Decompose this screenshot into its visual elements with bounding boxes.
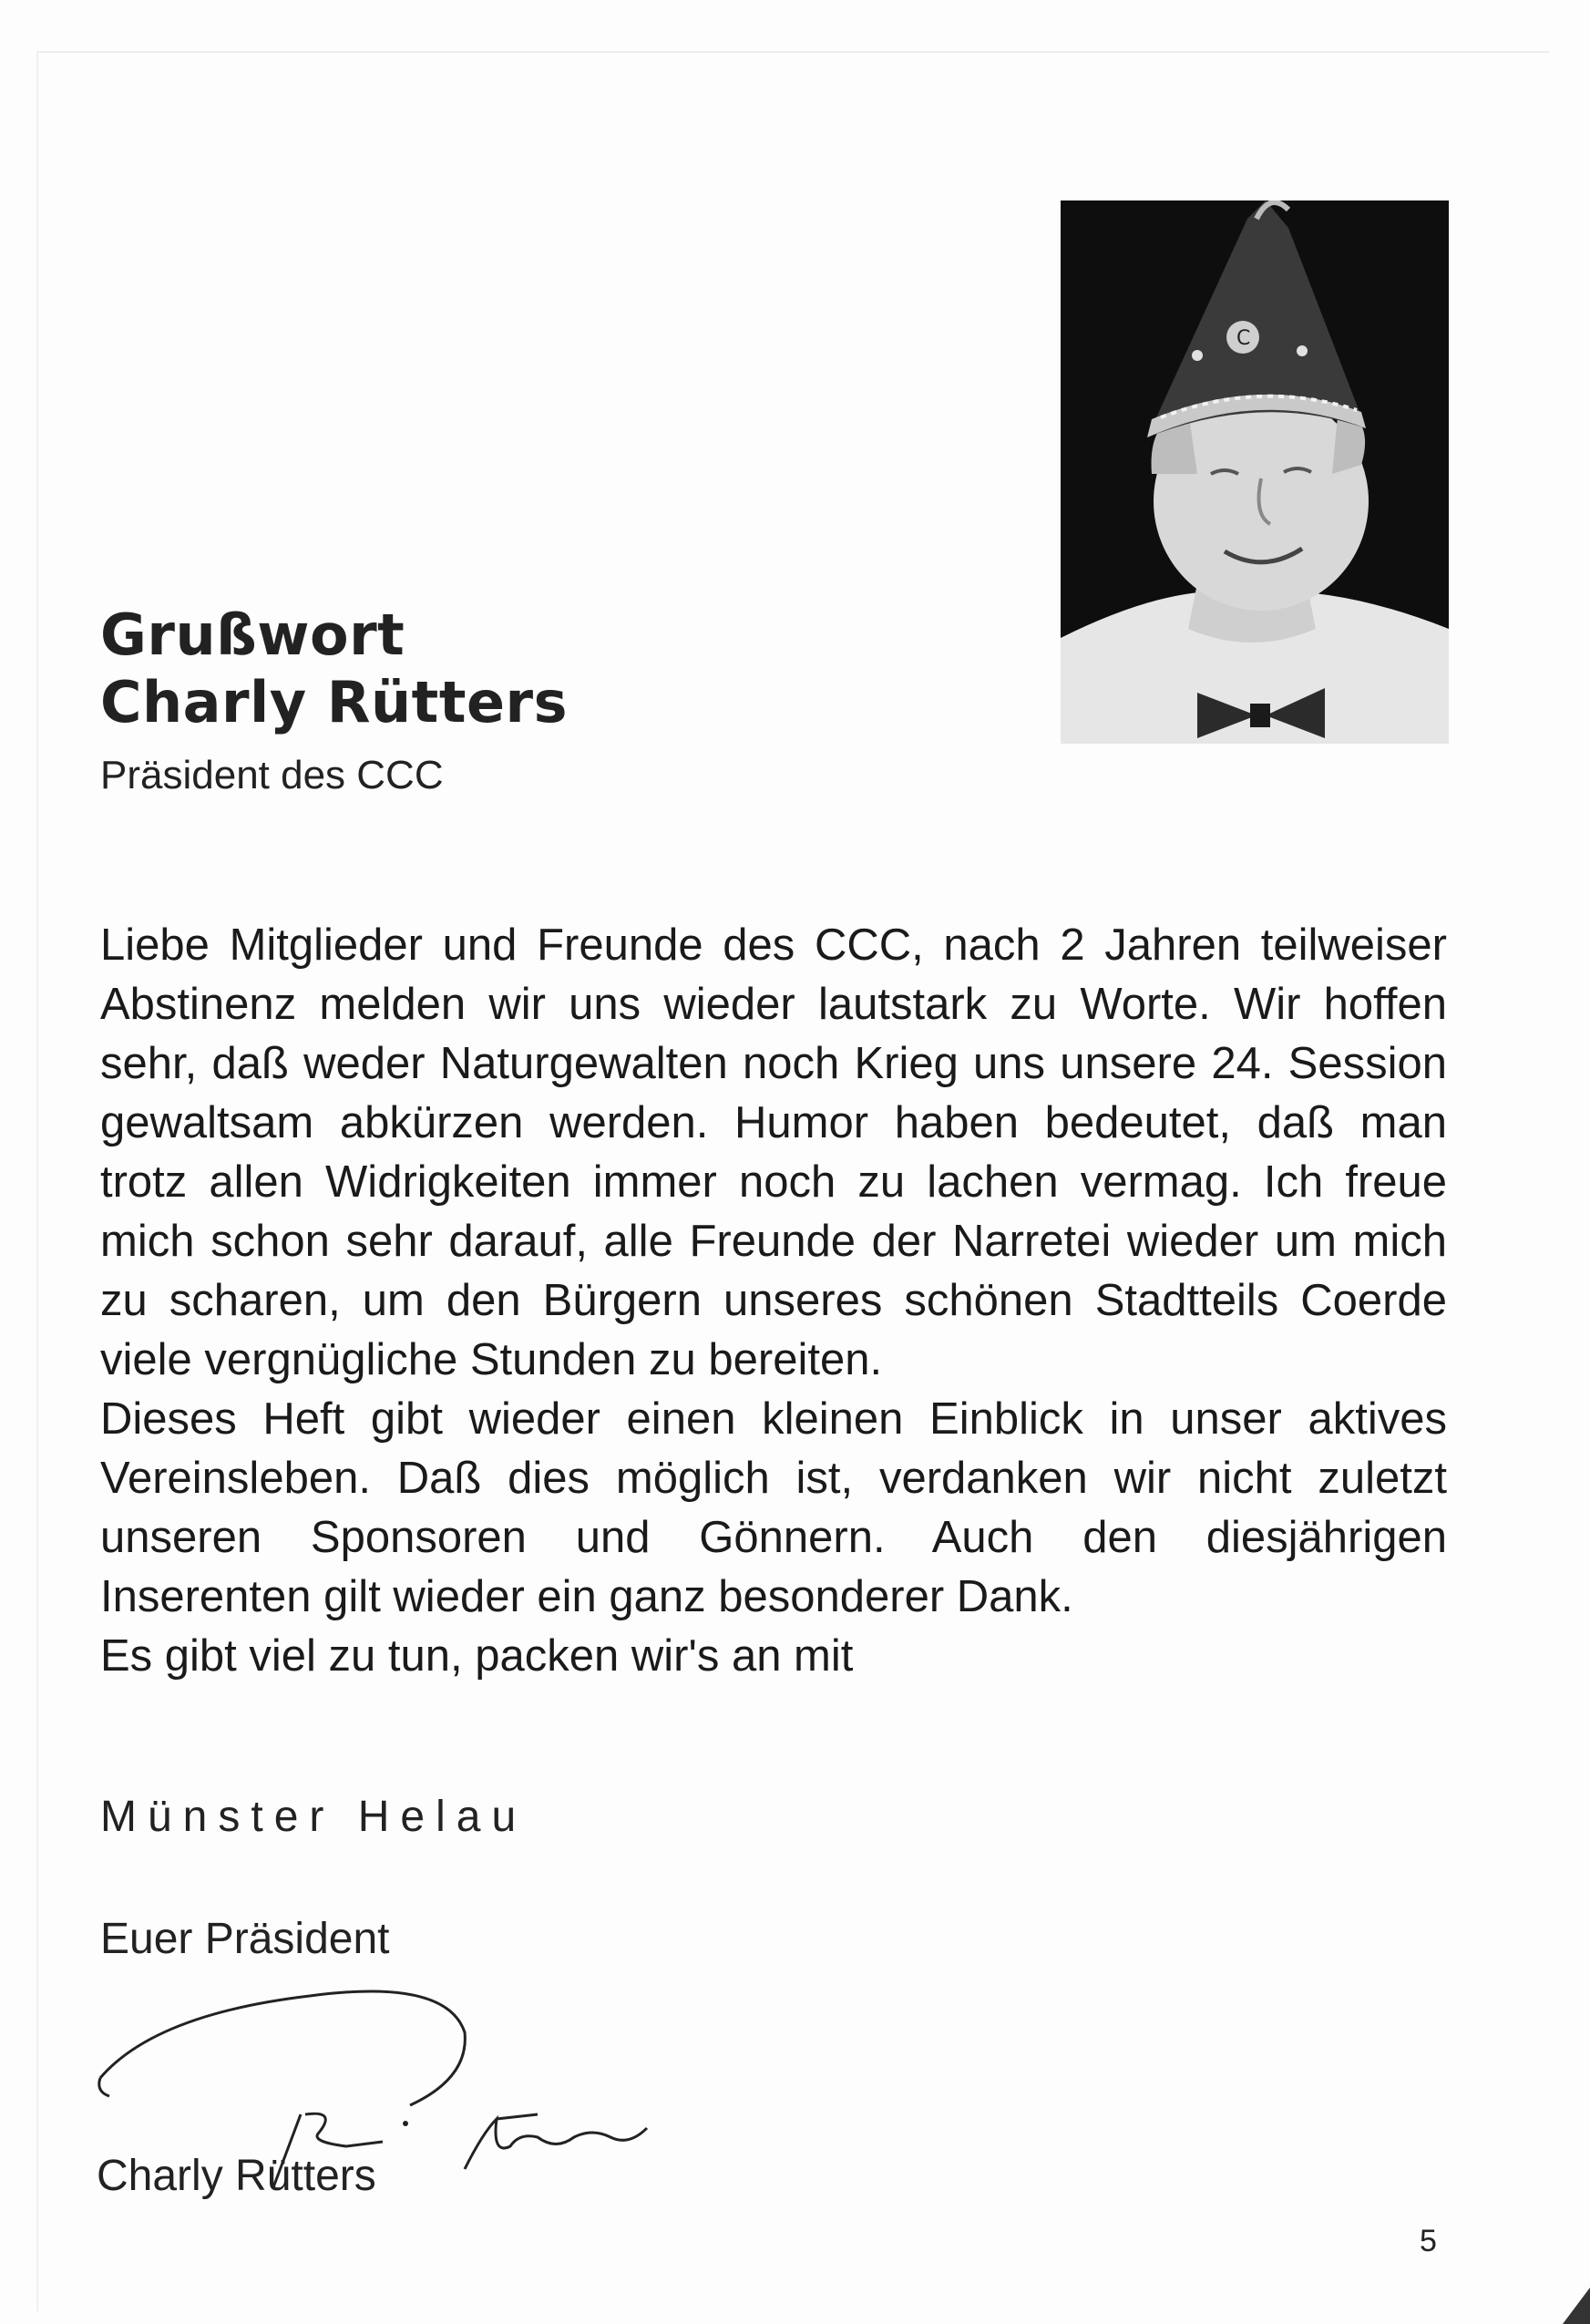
subtitle: Präsident des CCC bbox=[100, 753, 444, 797]
body-paragraph-1: Liebe Mitglieder und Freunde des CCC, nach 2 Jahren teilweiser Abstinenz melden wir uns wieder lautstark zu Worte. Wir hoffen sehr, daß weder Naturgewalten noch Krieg uns unsere 24. Session gewaltsam abkürzen werden. Humor haben bedeutet, daß man trotz allen Widrigkeiten immer noch zu lachen vermag. Ich freue mich schon sehr darauf, alle Freunde der Narretei wieder um mich zu scharen, um den Bürgern unseres schönen Stadtteils Coerde viele vergnügliche Stunden zu bereiten. bbox=[100, 920, 1447, 1384]
portrait-photo bbox=[1061, 201, 1449, 744]
closing-line: Euer Präsident bbox=[100, 1915, 390, 1963]
body-paragraph-3: Es gibt viel zu tun, packen wir's an mit bbox=[100, 1631, 854, 1681]
corner-mark bbox=[1563, 2288, 1590, 2324]
signer-name: Charly Rütters bbox=[97, 2152, 376, 2200]
svg-text:C: C bbox=[1236, 327, 1251, 350]
page-heading bbox=[100, 602, 568, 736]
portrait-photo-icon bbox=[1061, 201, 1449, 744]
page-edge-left bbox=[36, 51, 38, 2311]
body-text bbox=[100, 916, 1447, 1686]
heading-line-1: Grußwort bbox=[100, 602, 405, 668]
body-paragraph-2: Dieses Heft gibt wieder einen kleinen Einblick in unser aktives Vereinsleben. Daß dies möglich ist, verdanken wir nicht zuletzt unseren Sponsoren und Gönnern. Auch den diesjährigen Inserenten gilt wieder ein ganz besonderer Dank. bbox=[100, 1394, 1447, 1621]
heading-line-2: Charly Rütters bbox=[100, 669, 568, 735]
page-edge-top bbox=[36, 51, 1549, 53]
page-number: 5 bbox=[1420, 2224, 1437, 2258]
salutation: Münster Helau bbox=[100, 1793, 528, 1841]
